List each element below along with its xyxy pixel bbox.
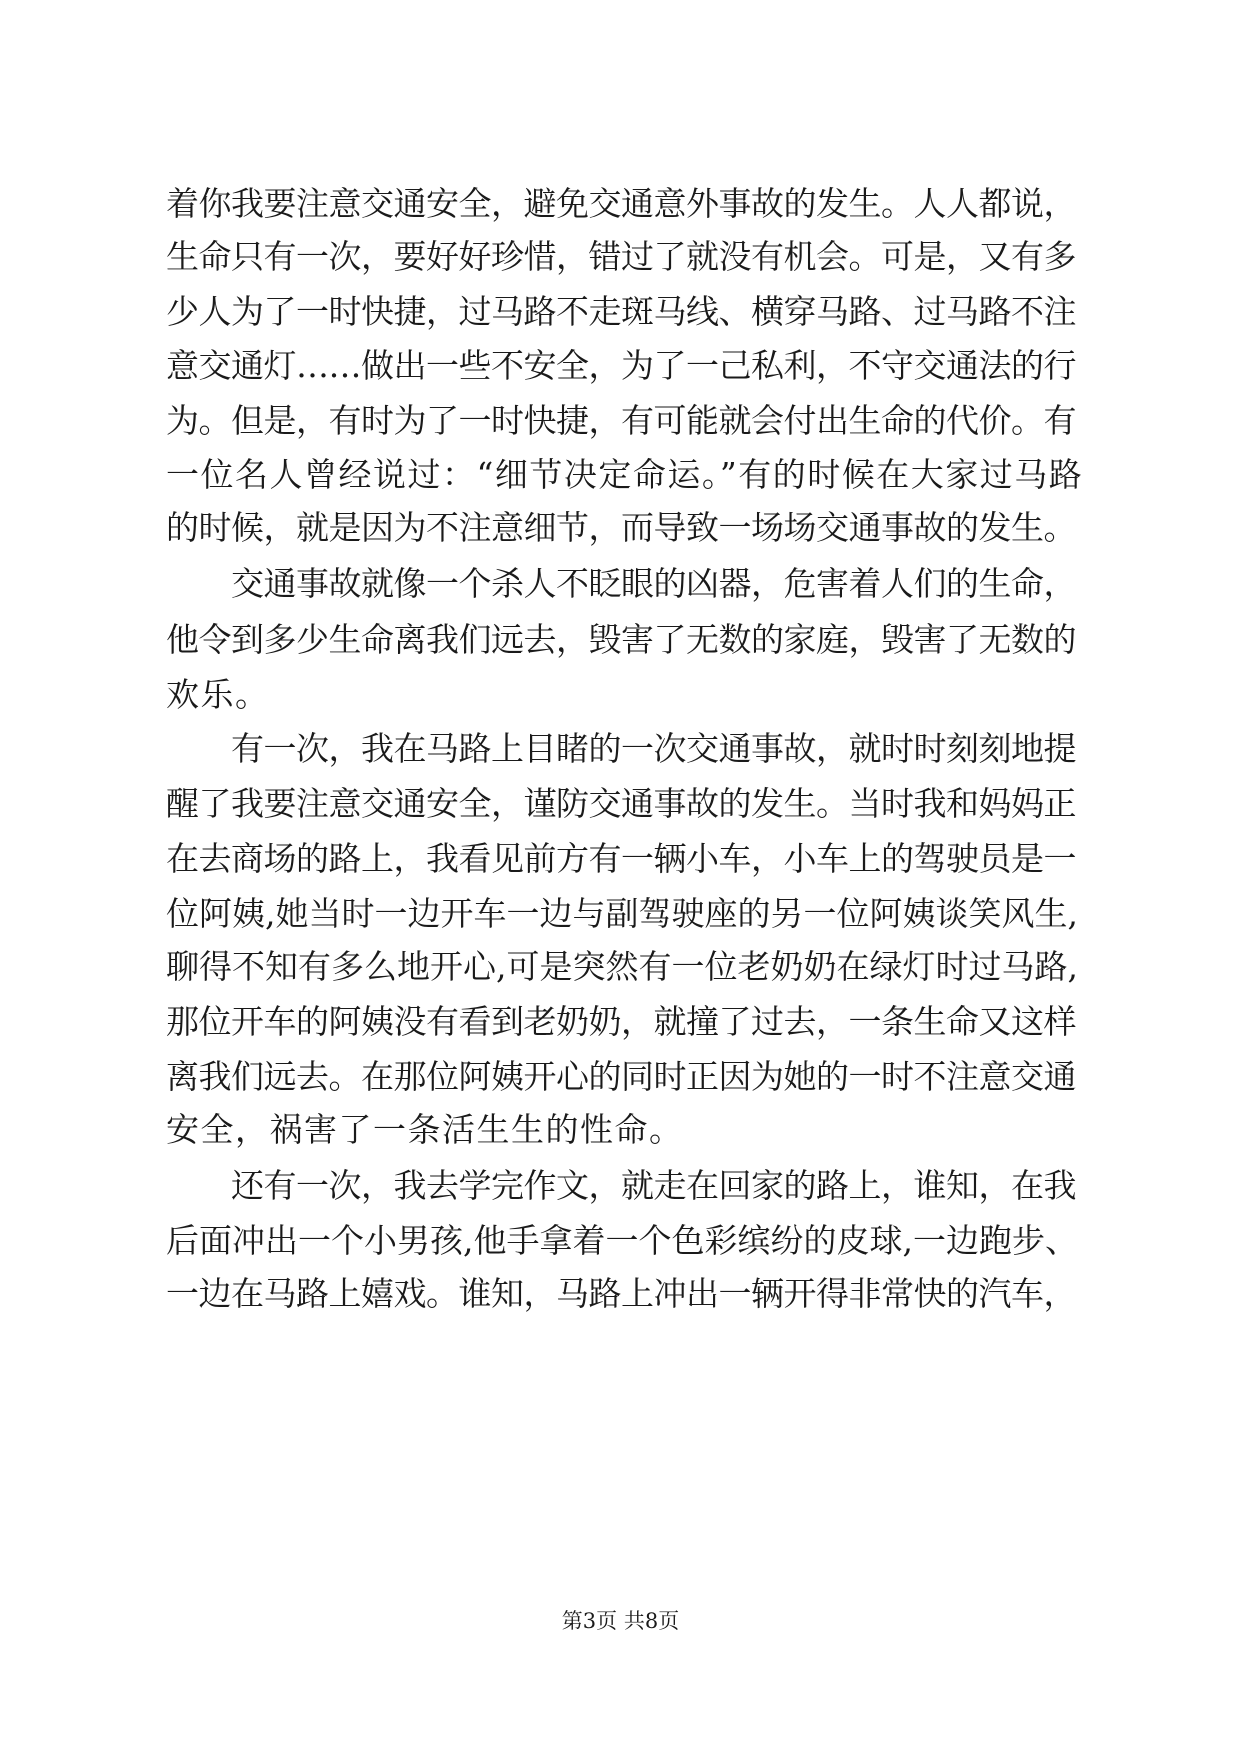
text-line: 安全，祸害了一条活生生的性命。	[166, 1110, 684, 1149]
text-line: 着你我要注意交通安全，避免交通意外事故的发生。人人都说，	[166, 184, 1076, 223]
text-line: 那位开车的阿姨没有看到老奶奶，就撞了过去，一条生命又这样	[166, 1002, 1076, 1041]
text-line: 在去商场的路上，我看见前方有一辆小车，小车上的驾驶员是一	[166, 839, 1076, 878]
text-line: 的时候，就是因为不注意细节，而导致一场场交通事故的发生。	[166, 508, 1076, 547]
text-line: 位阿姨,她当时一边开车一边与副驾驶座的另一位阿姨谈笑风生,	[166, 894, 1078, 933]
text-line: 生命只有一次，要好好珍惜，错过了就没有机会。可是，又有多	[166, 237, 1076, 276]
text-line: 欢乐。	[166, 675, 270, 714]
text-line: 少人为了一时快捷，过马路不走斑马线、横穿马路、过马路不注	[166, 292, 1076, 331]
text-line: 一位名人曾经说过：“细节决定命运。”有的时候在大家过马路	[166, 455, 1084, 494]
text-line: 后面冲出一个小男孩,他手拿着一个色彩缤纷的皮球,一边跑步、	[166, 1221, 1078, 1260]
text-line: 有一次，我在马路上目睹的一次交通事故，就时时刻刻地提	[166, 729, 1076, 768]
text-line: 他令到多少生命离我们远去，毁害了无数的家庭，毁害了无数的	[166, 620, 1076, 659]
text-line: 意交通灯……做出一些不安全，为了一己私利，不守交通法的行	[166, 346, 1076, 385]
page-number-footer: 第3页 共8页	[561, 1609, 680, 1633]
text-line: 还有一次，我去学完作文，就走在回家的路上，谁知，在我	[166, 1166, 1076, 1205]
text-line: 一边在马路上嬉戏。谁知，马路上冲出一辆开得非常快的汽车，	[166, 1274, 1076, 1313]
text-line: 离我们远去。在那位阿姨开心的同时正因为她的一时不注意交通	[166, 1057, 1076, 1096]
text-line: 交通事故就像一个杀人不眨眼的凶器，危害着人们的生命，	[166, 564, 1076, 603]
text-line: 为。但是，有时为了一时快捷，有可能就会付出生命的代价。有	[166, 401, 1076, 440]
text-line: 醒了我要注意交通安全，谨防交通事故的发生。当时我和妈妈正	[166, 784, 1076, 823]
text-line: 聊得不知有多么地开心,可是突然有一位老奶奶在绿灯时过马路,	[166, 947, 1078, 986]
